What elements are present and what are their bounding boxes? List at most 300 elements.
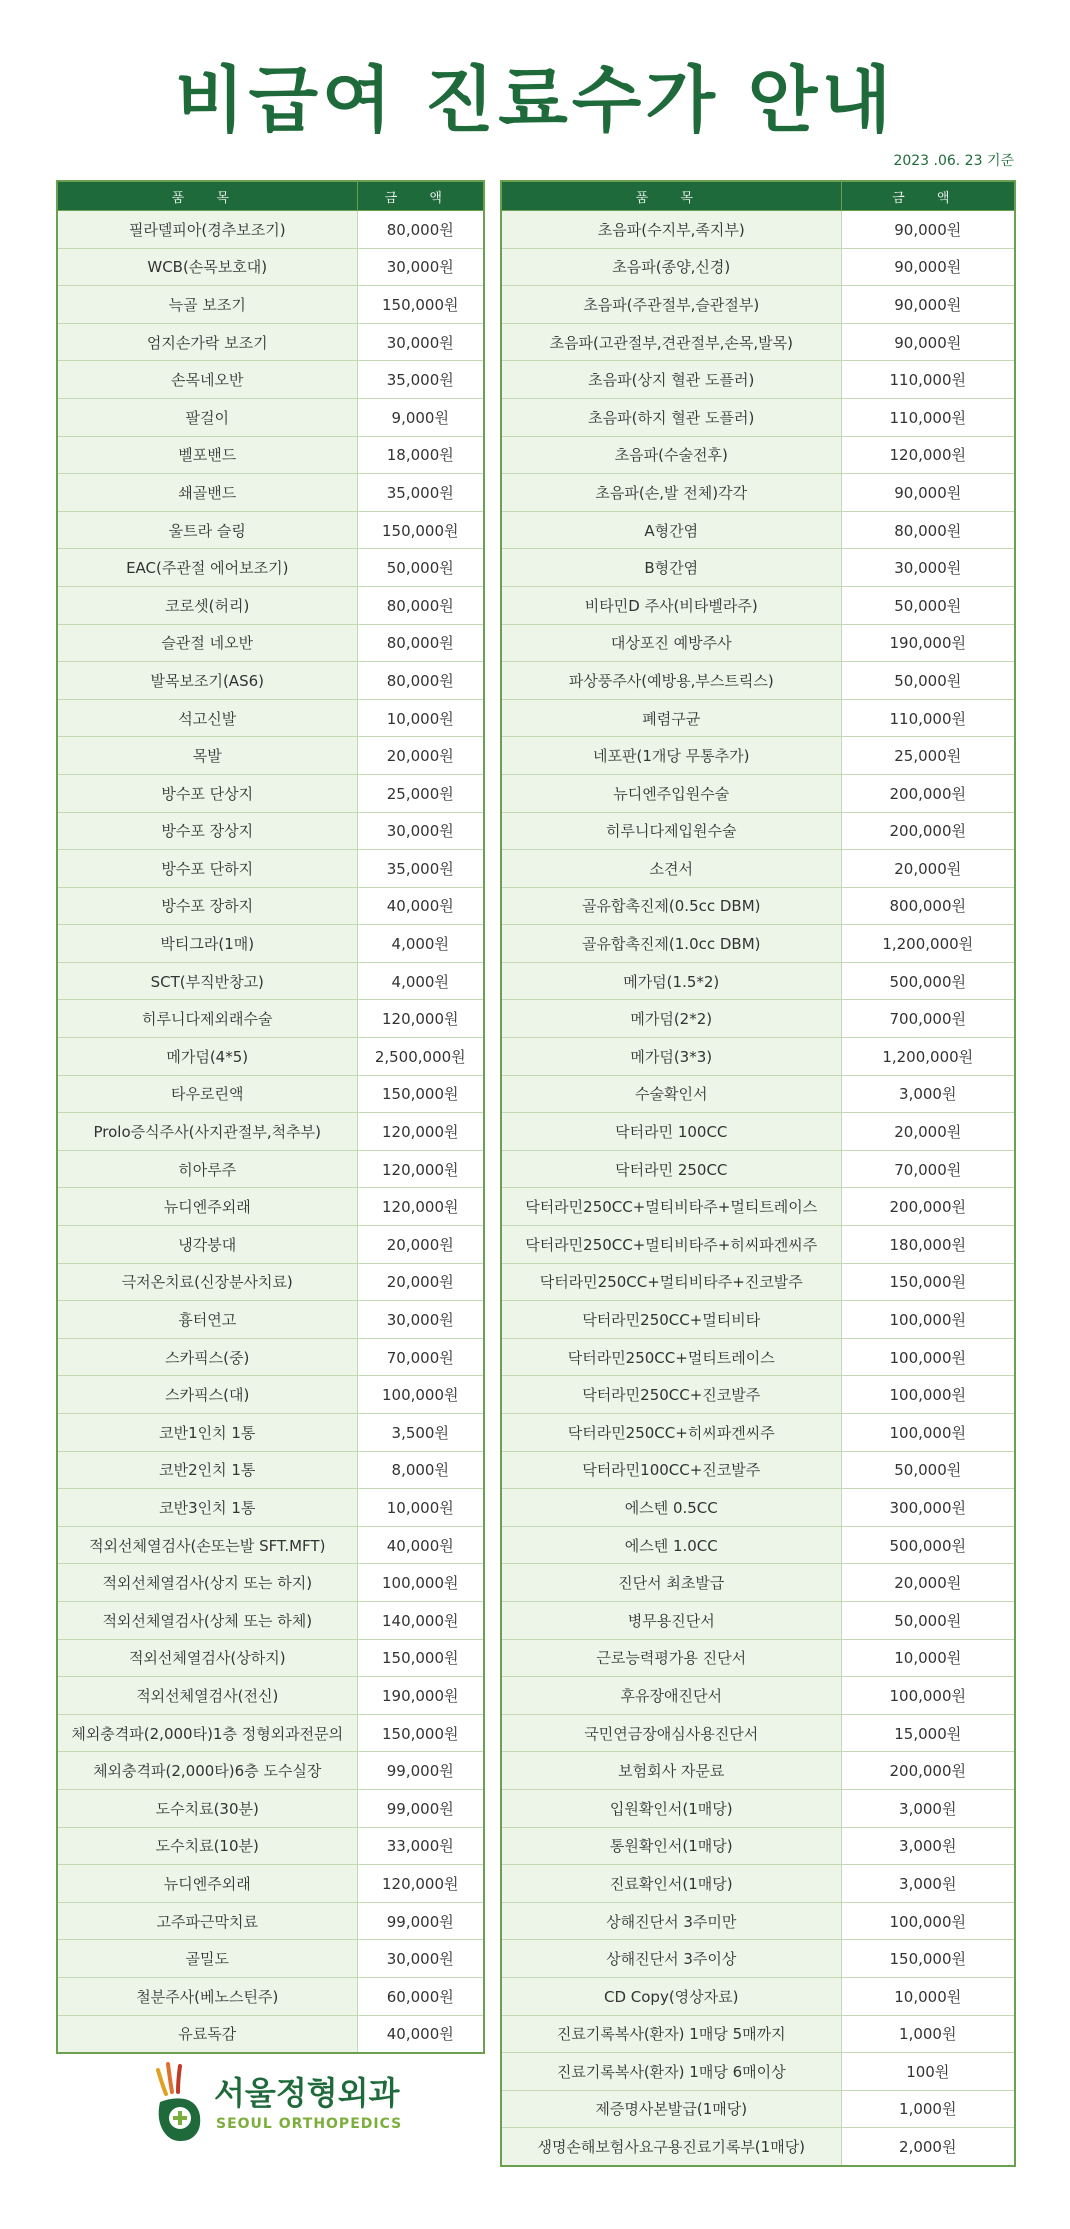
item-price-cell: 30,000원 (357, 323, 484, 361)
item-price-cell: 8,000원 (357, 1451, 484, 1489)
reference-date: 2023 .06. 23 기준 (893, 153, 1014, 169)
item-name-cell: 초음파(종양,신경) (501, 248, 841, 286)
item-name-cell: 냉각붕대 (57, 1226, 357, 1264)
item-price-cell: 3,000원 (841, 1865, 1015, 1903)
table-row (57, 211, 484, 249)
item-name-cell: 발목보조기(AS6) (57, 662, 357, 700)
table-row (501, 436, 1015, 474)
item-price-cell: 50,000원 (841, 1451, 1015, 1489)
item-price-cell: 90,000원 (841, 474, 1015, 512)
item-name-cell: SCT(부직반창고) (57, 962, 357, 1000)
table-row (57, 850, 484, 888)
item-name-cell: 진료기록복사(환자) 1매당 5매까지 (501, 2015, 841, 2053)
table-row (57, 1376, 484, 1414)
item-name-cell: 초음파(하지 혈관 도플러) (501, 398, 841, 436)
item-name-cell: 방수포 단상지 (57, 774, 357, 812)
item-price-cell: 200,000원 (841, 812, 1015, 850)
item-price-cell: 120,000원 (357, 1150, 484, 1188)
item-name-cell: 늑골 보조기 (57, 286, 357, 324)
item-name-cell: 에스텐 1.0CC (501, 1526, 841, 1564)
item-price-cell: 120,000원 (841, 436, 1015, 474)
item-name-cell: WCB(손목보호대) (57, 248, 357, 286)
item-price-cell: 120,000원 (357, 1113, 484, 1151)
item-name-cell: 울트라 슬링 (57, 511, 357, 549)
table-row (57, 1902, 484, 1940)
item-price-cell: 99,000원 (357, 1789, 484, 1827)
table-row (57, 1038, 484, 1076)
table-row (501, 1414, 1015, 1452)
item-price-cell: 99,000원 (357, 1902, 484, 1940)
item-price-cell: 3,000원 (841, 1075, 1015, 1113)
item-name-cell: 방수포 단하지 (57, 850, 357, 888)
table-row (501, 1075, 1015, 1113)
item-price-cell: 80,000원 (357, 586, 484, 624)
item-name-cell: 닥터라민250CC+진코발주 (501, 1376, 841, 1414)
item-price-cell: 40,000원 (357, 1526, 484, 1564)
amount-column-header: 금 액 (357, 181, 484, 211)
item-price-cell: 40,000원 (357, 887, 484, 925)
item-name-cell: 국민연금장애심사용진단서 (501, 1714, 841, 1752)
table-row (501, 1977, 1015, 2015)
item-name-cell: 뉴디엔주외래 (57, 1865, 357, 1903)
item-name-cell: 도수치료(10분) (57, 1827, 357, 1865)
table-row (57, 1150, 484, 1188)
item-name-cell: 뉴디엔주입원수술 (501, 774, 841, 812)
table-row (57, 1414, 484, 1452)
item-name-cell: 슬관절 네오반 (57, 624, 357, 662)
table-row (57, 398, 484, 436)
table-row (57, 1226, 484, 1264)
item-price-cell: 500,000원 (841, 1526, 1015, 1564)
table-row (501, 323, 1015, 361)
item-price-cell: 33,000원 (357, 1827, 484, 1865)
item-name-cell: 벨포밴드 (57, 436, 357, 474)
table-row (57, 1940, 484, 1978)
item-price-cell: 20,000원 (841, 850, 1015, 888)
item-price-cell: 35,000원 (357, 361, 484, 399)
item-name-cell: 닥터라민250CC+멀티비타주+멀티트레이스 (501, 1188, 841, 1226)
table-row (501, 1000, 1015, 1038)
item-price-cell: 3,500원 (357, 1414, 484, 1452)
table-row (57, 474, 484, 512)
item-name-cell: 체외충격파(2,000타)1층 정형외과전문의 (57, 1714, 357, 1752)
item-price-cell: 2,500,000원 (357, 1038, 484, 1076)
item-name-cell: 진료확인서(1매당) (501, 1865, 841, 1903)
table-row (501, 1940, 1015, 1978)
item-name-cell: 히아루주 (57, 1150, 357, 1188)
table-row (57, 1263, 484, 1301)
item-price-cell: 80,000원 (841, 511, 1015, 549)
item-name-cell: 적외선체열검사(상하지) (57, 1639, 357, 1677)
item-name-cell: 비타민D 주사(비타벨라주) (501, 586, 841, 624)
item-name-cell: 닥터라민 250CC (501, 1150, 841, 1188)
item-price-cell: 60,000원 (357, 1977, 484, 2015)
table-row (57, 361, 484, 399)
item-name-cell: 코반2인치 1통 (57, 1451, 357, 1489)
item-name-cell: 상해진단서 3주미만 (501, 1902, 841, 1940)
item-name-cell: 쇄골밴드 (57, 474, 357, 512)
table-row (501, 361, 1015, 399)
item-price-cell: 15,000원 (841, 1714, 1015, 1752)
item-price-cell: 140,000원 (357, 1601, 484, 1639)
table-row (57, 887, 484, 925)
table-row (501, 1301, 1015, 1339)
item-price-cell: 50,000원 (841, 662, 1015, 700)
table-row (57, 549, 484, 587)
table-row (501, 1451, 1015, 1489)
item-name-cell: 고주파근막치료 (57, 1902, 357, 1940)
item-column-header: 품 목 (501, 181, 841, 211)
table-row (501, 1376, 1015, 1414)
item-price-cell: 90,000원 (841, 211, 1015, 249)
item-name-cell: 닥터라민250CC+멀티비타 (501, 1301, 841, 1339)
item-name-cell: 적외선체열검사(상지 또는 하지) (57, 1564, 357, 1602)
item-price-cell: 70,000원 (841, 1150, 1015, 1188)
table-row (57, 1789, 484, 1827)
item-price-cell: 90,000원 (841, 286, 1015, 324)
table-row (501, 474, 1015, 512)
item-name-cell: 메가덤(4*5) (57, 1038, 357, 1076)
item-price-cell: 100,000원 (841, 1414, 1015, 1452)
table-row (501, 662, 1015, 700)
item-price-cell: 80,000원 (357, 211, 484, 249)
item-name-cell: 병무용진단서 (501, 1601, 841, 1639)
item-price-cell: 20,000원 (841, 1113, 1015, 1151)
item-name-cell: 히루니다제입원수술 (501, 812, 841, 850)
table-row (57, 624, 484, 662)
item-price-cell: 150,000원 (357, 511, 484, 549)
table-row (57, 1564, 484, 1602)
item-name-cell: 박티그라(1매) (57, 925, 357, 963)
item-price-cell: 120,000원 (357, 1865, 484, 1903)
item-name-cell: 생명손해보험사요구용진료기록부(1매당) (501, 2128, 841, 2166)
item-price-cell: 150,000원 (841, 1263, 1015, 1301)
item-price-cell: 110,000원 (841, 361, 1015, 399)
item-price-cell: 150,000원 (357, 286, 484, 324)
item-name-cell: CD Copy(영상자료) (501, 1977, 841, 2015)
item-name-cell: B형간염 (501, 549, 841, 587)
hand-cross-logo-icon (148, 2060, 208, 2150)
item-name-cell: 진료기록복사(환자) 1매당 6매이상 (501, 2053, 841, 2091)
item-name-cell: 통원확인서(1매당) (501, 1827, 841, 1865)
item-name-cell: 폐렴구균 (501, 699, 841, 737)
item-name-cell: 골밀도 (57, 1940, 357, 1978)
item-price-cell: 100,000원 (841, 1301, 1015, 1339)
item-name-cell: 진단서 최초발급 (501, 1564, 841, 1602)
table-row (501, 211, 1015, 249)
item-price-cell: 30,000원 (357, 1940, 484, 1978)
item-price-cell: 150,000원 (357, 1714, 484, 1752)
item-price-cell: 35,000원 (357, 474, 484, 512)
item-price-cell: 50,000원 (357, 549, 484, 587)
table-row (501, 1150, 1015, 1188)
item-name-cell: 손목네오반 (57, 361, 357, 399)
item-price-cell: 3,000원 (841, 1827, 1015, 1865)
table-row (501, 1865, 1015, 1903)
item-price-cell: 100원 (841, 2053, 1015, 2091)
item-name-cell: 체외충격파(2,000타)6층 도수실장 (57, 1752, 357, 1790)
item-price-cell: 190,000원 (841, 624, 1015, 662)
table-row (501, 1038, 1015, 1076)
table-row (57, 436, 484, 474)
item-name-cell: 초음파(주관절부,슬관절부) (501, 286, 841, 324)
item-name-cell: 보험회사 자문료 (501, 1752, 841, 1790)
item-name-cell: 메가덤(3*3) (501, 1038, 841, 1076)
table-row (57, 248, 484, 286)
item-price-cell: 40,000원 (357, 2015, 484, 2053)
item-name-cell: 적외선체열검사(전신) (57, 1677, 357, 1715)
table-row (501, 1489, 1015, 1527)
item-name-cell: 메가덤(1.5*2) (501, 962, 841, 1000)
table-row (501, 962, 1015, 1000)
item-name-cell: 수술확인서 (501, 1075, 841, 1113)
item-price-cell: 30,000원 (841, 549, 1015, 587)
item-price-cell: 10,000원 (357, 1489, 484, 1527)
item-price-cell: 25,000원 (357, 774, 484, 812)
item-price-cell: 100,000원 (357, 1564, 484, 1602)
amount-column-header: 금 액 (841, 181, 1015, 211)
table-row (57, 812, 484, 850)
item-price-cell: 100,000원 (841, 1376, 1015, 1414)
item-price-cell: 25,000원 (841, 737, 1015, 775)
item-price-cell: 150,000원 (841, 1940, 1015, 1978)
clinic-name-english: SEOUL ORTHOPEDICS (216, 2116, 403, 2132)
item-name-cell: 근로능력평가용 진단서 (501, 1639, 841, 1677)
table-row (501, 248, 1015, 286)
item-price-cell: 4,000원 (357, 962, 484, 1000)
item-name-cell: 닥터라민250CC+멀티비타주+진코발주 (501, 1263, 841, 1301)
table-row (57, 323, 484, 361)
item-price-cell: 110,000원 (841, 398, 1015, 436)
item-price-cell: 80,000원 (357, 662, 484, 700)
item-name-cell: 히루니다제외래수술 (57, 1000, 357, 1038)
item-price-cell: 30,000원 (357, 1301, 484, 1339)
table-row (501, 1677, 1015, 1715)
item-name-cell: 초음파(상지 혈관 도플러) (501, 361, 841, 399)
table-row (57, 1865, 484, 1903)
item-price-cell: 1,000원 (841, 2015, 1015, 2053)
item-price-cell: 200,000원 (841, 1188, 1015, 1226)
table-row (57, 1113, 484, 1151)
table-row (501, 511, 1015, 549)
item-name-cell: 적외선체열검사(손또는발 SFT.MFT) (57, 1526, 357, 1564)
table-row (57, 1639, 484, 1677)
table-row (57, 962, 484, 1000)
item-price-cell: 120,000원 (357, 1000, 484, 1038)
item-name-cell: 입원확인서(1매당) (501, 1789, 841, 1827)
table-row (57, 1075, 484, 1113)
item-price-cell: 500,000원 (841, 962, 1015, 1000)
table-row (501, 1902, 1015, 1940)
table-row (57, 1188, 484, 1226)
table-row (57, 1601, 484, 1639)
table-row (57, 2015, 484, 2053)
item-price-cell: 300,000원 (841, 1489, 1015, 1527)
table-row (57, 1338, 484, 1376)
item-price-cell: 30,000원 (357, 812, 484, 850)
item-price-cell: 4,000원 (357, 925, 484, 963)
table-row (57, 737, 484, 775)
item-price-cell: 10,000원 (841, 1639, 1015, 1677)
table-row (501, 699, 1015, 737)
item-price-cell: 150,000원 (357, 1075, 484, 1113)
table-row (57, 1526, 484, 1564)
item-price-cell: 35,000원 (357, 850, 484, 888)
item-price-cell: 800,000원 (841, 887, 1015, 925)
table-row (501, 1714, 1015, 1752)
table-row (501, 2128, 1015, 2166)
item-price-cell: 90,000원 (841, 248, 1015, 286)
table-row (501, 1789, 1015, 1827)
table-row (501, 1226, 1015, 1264)
table-row (57, 662, 484, 700)
table-row (57, 1000, 484, 1038)
item-price-cell: 10,000원 (357, 699, 484, 737)
item-price-cell: 20,000원 (357, 1263, 484, 1301)
table-row (57, 1489, 484, 1527)
item-name-cell: 상해진단서 3주이상 (501, 1940, 841, 1978)
table-row (501, 286, 1015, 324)
item-name-cell: 닥터라민250CC+히씨파겐씨주 (501, 1414, 841, 1452)
item-name-cell: 도수치료(30분) (57, 1789, 357, 1827)
table-row (501, 887, 1015, 925)
table-row (57, 1451, 484, 1489)
table-row (57, 925, 484, 963)
item-price-cell: 100,000원 (357, 1376, 484, 1414)
item-name-cell: 대상포진 예방주사 (501, 624, 841, 662)
item-name-cell: 메가덤(2*2) (501, 1000, 841, 1038)
table-row (501, 1639, 1015, 1677)
table-row (57, 699, 484, 737)
item-name-cell: 석고신발 (57, 699, 357, 737)
item-price-cell: 20,000원 (357, 737, 484, 775)
item-price-cell: 100,000원 (841, 1338, 1015, 1376)
item-price-cell: 50,000원 (841, 1601, 1015, 1639)
table-row (57, 1301, 484, 1339)
item-price-cell: 80,000원 (357, 624, 484, 662)
item-price-cell: 190,000원 (357, 1677, 484, 1715)
item-name-cell: 목발 (57, 737, 357, 775)
item-name-cell: 흉터연고 (57, 1301, 357, 1339)
item-name-cell: 닥터라민250CC+멀티비타주+히씨파겐씨주 (501, 1226, 841, 1264)
item-price-cell: 20,000원 (357, 1226, 484, 1264)
item-name-cell: 초음파(수술전후) (501, 436, 841, 474)
table-row (501, 2090, 1015, 2128)
item-name-cell: A형간염 (501, 511, 841, 549)
table-row (501, 925, 1015, 963)
item-price-cell: 2,000원 (841, 2128, 1015, 2166)
table-row (501, 2015, 1015, 2053)
item-name-cell: 코로셋(허리) (57, 586, 357, 624)
table-row (501, 398, 1015, 436)
item-name-cell: 초음파(수지부,족지부) (501, 211, 841, 249)
item-name-cell: 철분주사(베노스틴주) (57, 1977, 357, 2015)
item-name-cell: 방수포 장상지 (57, 812, 357, 850)
table-row (501, 812, 1015, 850)
item-price-cell: 200,000원 (841, 774, 1015, 812)
item-name-cell: 닥터라민250CC+멀티트레이스 (501, 1338, 841, 1376)
item-price-cell: 70,000원 (357, 1338, 484, 1376)
table-row (501, 774, 1015, 812)
item-price-cell: 1,000원 (841, 2090, 1015, 2128)
item-name-cell: 엄지손가락 보조기 (57, 323, 357, 361)
item-price-cell: 1,200,000원 (841, 1038, 1015, 1076)
left-price-table (56, 180, 485, 2054)
item-name-cell: 파상풍주사(예방용,부스트릭스) (501, 662, 841, 700)
item-price-cell: 9,000원 (357, 398, 484, 436)
item-name-cell: 에스텐 0.5CC (501, 1489, 841, 1527)
table-row (57, 1752, 484, 1790)
page-title: 비급여 진료수가 안내 (174, 58, 896, 142)
item-price-cell: 1,200,000원 (841, 925, 1015, 963)
clinic-name-korean: 서울정형외과 (214, 2074, 400, 2112)
table-row (501, 1752, 1015, 1790)
item-price-cell: 120,000원 (357, 1188, 484, 1226)
clinic-logo (148, 2060, 408, 2150)
item-name-cell: 소견서 (501, 850, 841, 888)
table-row (501, 1526, 1015, 1564)
item-column-header: 품 목 (57, 181, 357, 211)
item-price-cell: 180,000원 (841, 1226, 1015, 1264)
item-price-cell: 110,000원 (841, 699, 1015, 737)
right-price-table (500, 180, 1016, 2167)
item-price-cell: 700,000원 (841, 1000, 1015, 1038)
table-row (501, 1827, 1015, 1865)
table-row (57, 1977, 484, 2015)
item-name-cell: Prolo증식주사(사지관절부,척추부) (57, 1113, 357, 1151)
table-row (501, 624, 1015, 662)
table-row (57, 511, 484, 549)
item-name-cell: 골유합촉진제(1.0cc DBM) (501, 925, 841, 963)
item-name-cell: 닥터라민100CC+진코발주 (501, 1451, 841, 1489)
item-price-cell: 99,000원 (357, 1752, 484, 1790)
item-price-cell: 3,000원 (841, 1789, 1015, 1827)
table-row (57, 1827, 484, 1865)
table-row (57, 1677, 484, 1715)
item-price-cell: 100,000원 (841, 1902, 1015, 1940)
item-name-cell: 뉴디엔주외래 (57, 1188, 357, 1226)
item-price-cell: 200,000원 (841, 1752, 1015, 1790)
item-name-cell: 후유장애진단서 (501, 1677, 841, 1715)
table-row (57, 774, 484, 812)
item-name-cell: 초음파(손,발 전체)각각 (501, 474, 841, 512)
table-row (501, 1113, 1015, 1151)
item-name-cell: 초음파(고관절부,견관절부,손목,발목) (501, 323, 841, 361)
table-row (501, 1188, 1015, 1226)
item-price-cell: 10,000원 (841, 1977, 1015, 2015)
table-row (501, 1263, 1015, 1301)
item-name-cell: 코반1인치 1통 (57, 1414, 357, 1452)
item-name-cell: 팔걸이 (57, 398, 357, 436)
table-row (501, 850, 1015, 888)
item-name-cell: 극저온치료(신장분사치료) (57, 1263, 357, 1301)
item-name-cell: 제증명사본발급(1매당) (501, 2090, 841, 2128)
item-name-cell: 타우로린액 (57, 1075, 357, 1113)
table-row (501, 2053, 1015, 2091)
item-name-cell: 코반3인치 1통 (57, 1489, 357, 1527)
item-name-cell: 스카픽스(중) (57, 1338, 357, 1376)
table-row (57, 1714, 484, 1752)
item-price-cell: 100,000원 (841, 1677, 1015, 1715)
item-price-cell: 18,000원 (357, 436, 484, 474)
item-price-cell: 20,000원 (841, 1564, 1015, 1602)
item-price-cell: 150,000원 (357, 1639, 484, 1677)
table-row (501, 1338, 1015, 1376)
table-row (57, 586, 484, 624)
item-price-cell: 50,000원 (841, 586, 1015, 624)
table-row (57, 286, 484, 324)
item-name-cell: 닥터라민 100CC (501, 1113, 841, 1151)
